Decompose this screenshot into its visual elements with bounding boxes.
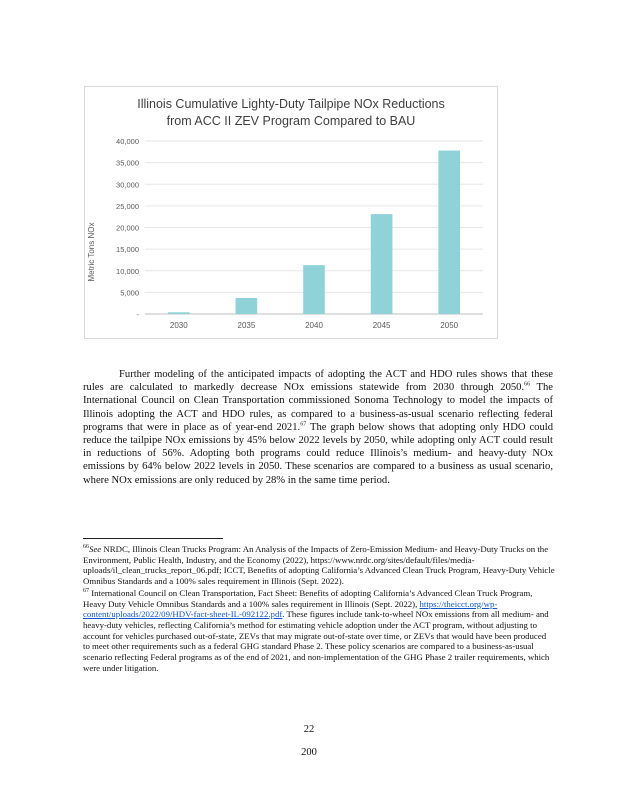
x-tick-label: 2045 — [372, 321, 391, 330]
y-tick-label: 40,000 — [116, 137, 139, 146]
footnote-67-text-b: . These figures include tank-to-wheel NOx emissions from all medium- and heavy-duty vehicles, reflecting California’s method for estimating vehicle adoption under the ACT program, without adjusting to account for vehicles purchased out-of-state, ZEVs that may migrate out-of-state over time, or ZEVs that would have been produced to meet other requirements such as a federal GHG standard Phase 2. These policy scenarios are compared to a business-as-usual scenario reflecting Federal programs as of the end of 2021, and non-implementation of the GHG Phase 2 trailer requirements, which were under litigation. — [83, 609, 550, 673]
y-tick-label: 5,000 — [120, 288, 139, 298]
x-tick-label: 2040 — [305, 321, 323, 330]
chart-plot-area — [85, 87, 497, 338]
page-number: 22 — [303, 724, 315, 735]
bar-2045 — [371, 214, 393, 314]
footnote-67 — [83, 588, 555, 674]
bates-number: 200 — [301, 747, 317, 758]
y-axis-label: Metric Tons NOx — [87, 222, 96, 282]
body-paragraph — [83, 368, 553, 487]
footnote-67-link[interactable]: https://theicct.org/wp-content/uploads/2022/09/HDV-fact-sheet-IL-092122.pdf — [83, 598, 498, 620]
y-tick-label: 30,000 — [116, 180, 139, 190]
y-tick-label: - — [136, 310, 139, 319]
body-text-1: Further modeling of the anticipated impacts of adopting the ACT and HDO rules shows that these rules are calculated to markedly decrease NOx emissions statewide from 2030 through 2050. — [83, 369, 553, 394]
footnote-divider — [83, 538, 223, 539]
x-tick-label: 2030 — [169, 321, 188, 330]
footnotes — [83, 544, 555, 674]
footnote-67-number: 67 — [83, 587, 89, 594]
body-text-3: The graph below shows that adopting only HDO could reduce the tailpipe NOx emissions by 45% below 2022 levels by 2050, while adopting only ACT could result in reductions of 56%. Adopting both programs could reduce Illinois’s medium- and heavy-duty NOx emissions by 64% below 2022 levels in 2050. These scenarios are compared to a business as usual scenario, where NOx emissions are only reduced by 28% in the same time period. — [83, 421, 554, 486]
x-tick-label: 2050 — [440, 321, 459, 330]
y-tick-label: 35,000 — [116, 158, 139, 168]
y-tick-label: 25,000 — [116, 201, 139, 211]
footnote-66-see: See — [89, 544, 102, 554]
footnote-66-text: NRDC, Illinois Clean Trucks Program: An Analysis of the Impacts of Zero-Emission Medium- and Heavy-Duty Trucks on the Environment, Public Health, Industry, and the Economy (2022), https://www.nrdc.org/sites/default/files/media-uploads/il_clean_trucks_report_06.pdf; ICCT, Benefits of adopting California’s Advanced Clean Truck Program, Heavy-Duty Vehicle Omnibus Standards and a 100% sales requirement in Illinois (Sept. 2022). — [83, 544, 555, 587]
bar-2035 — [236, 298, 258, 314]
nox-reduction-chart — [84, 86, 498, 339]
y-tick-label: 10,000 — [116, 266, 139, 276]
bar-2050 — [438, 151, 460, 314]
x-tick-label: 2035 — [237, 321, 256, 330]
footnote-ref-66[interactable]: 66 — [524, 381, 531, 388]
chart-title-line-1: Illinois Cumulative Lighty-Duty Tailpipe NOx Reductions — [137, 97, 445, 111]
footnote-ref-67[interactable]: 67 — [300, 421, 307, 428]
chart-title-line-2: from ACC II ZEV Program Compared to BAU — [166, 114, 416, 128]
y-tick-label: 15,000 — [116, 245, 139, 255]
y-tick-label: 20,000 — [116, 223, 139, 233]
footnote-67-text-a: International Council on Clean Transportation, Fact Sheet: Benefits of adopting California’s Advanced Clean Truck Program, Heavy Duty Vehicle Omnibus Standards and a 100% sales requirement in Illinois (Sept. 2022), — [83, 587, 533, 609]
footnote-66 — [83, 544, 555, 587]
footnote-66-number: 66 — [83, 544, 89, 551]
bar-2030 — [168, 312, 190, 314]
bar-2040 — [303, 265, 325, 314]
body-text-2: The International Council on Clean Transportation commissioned Sonoma Technology to model the impacts of Illinois adopting the ACT and HDO rules, as compared to a business-as-usual scenario reflecting federal programs that were in place as of year-end 2021. — [83, 382, 553, 433]
